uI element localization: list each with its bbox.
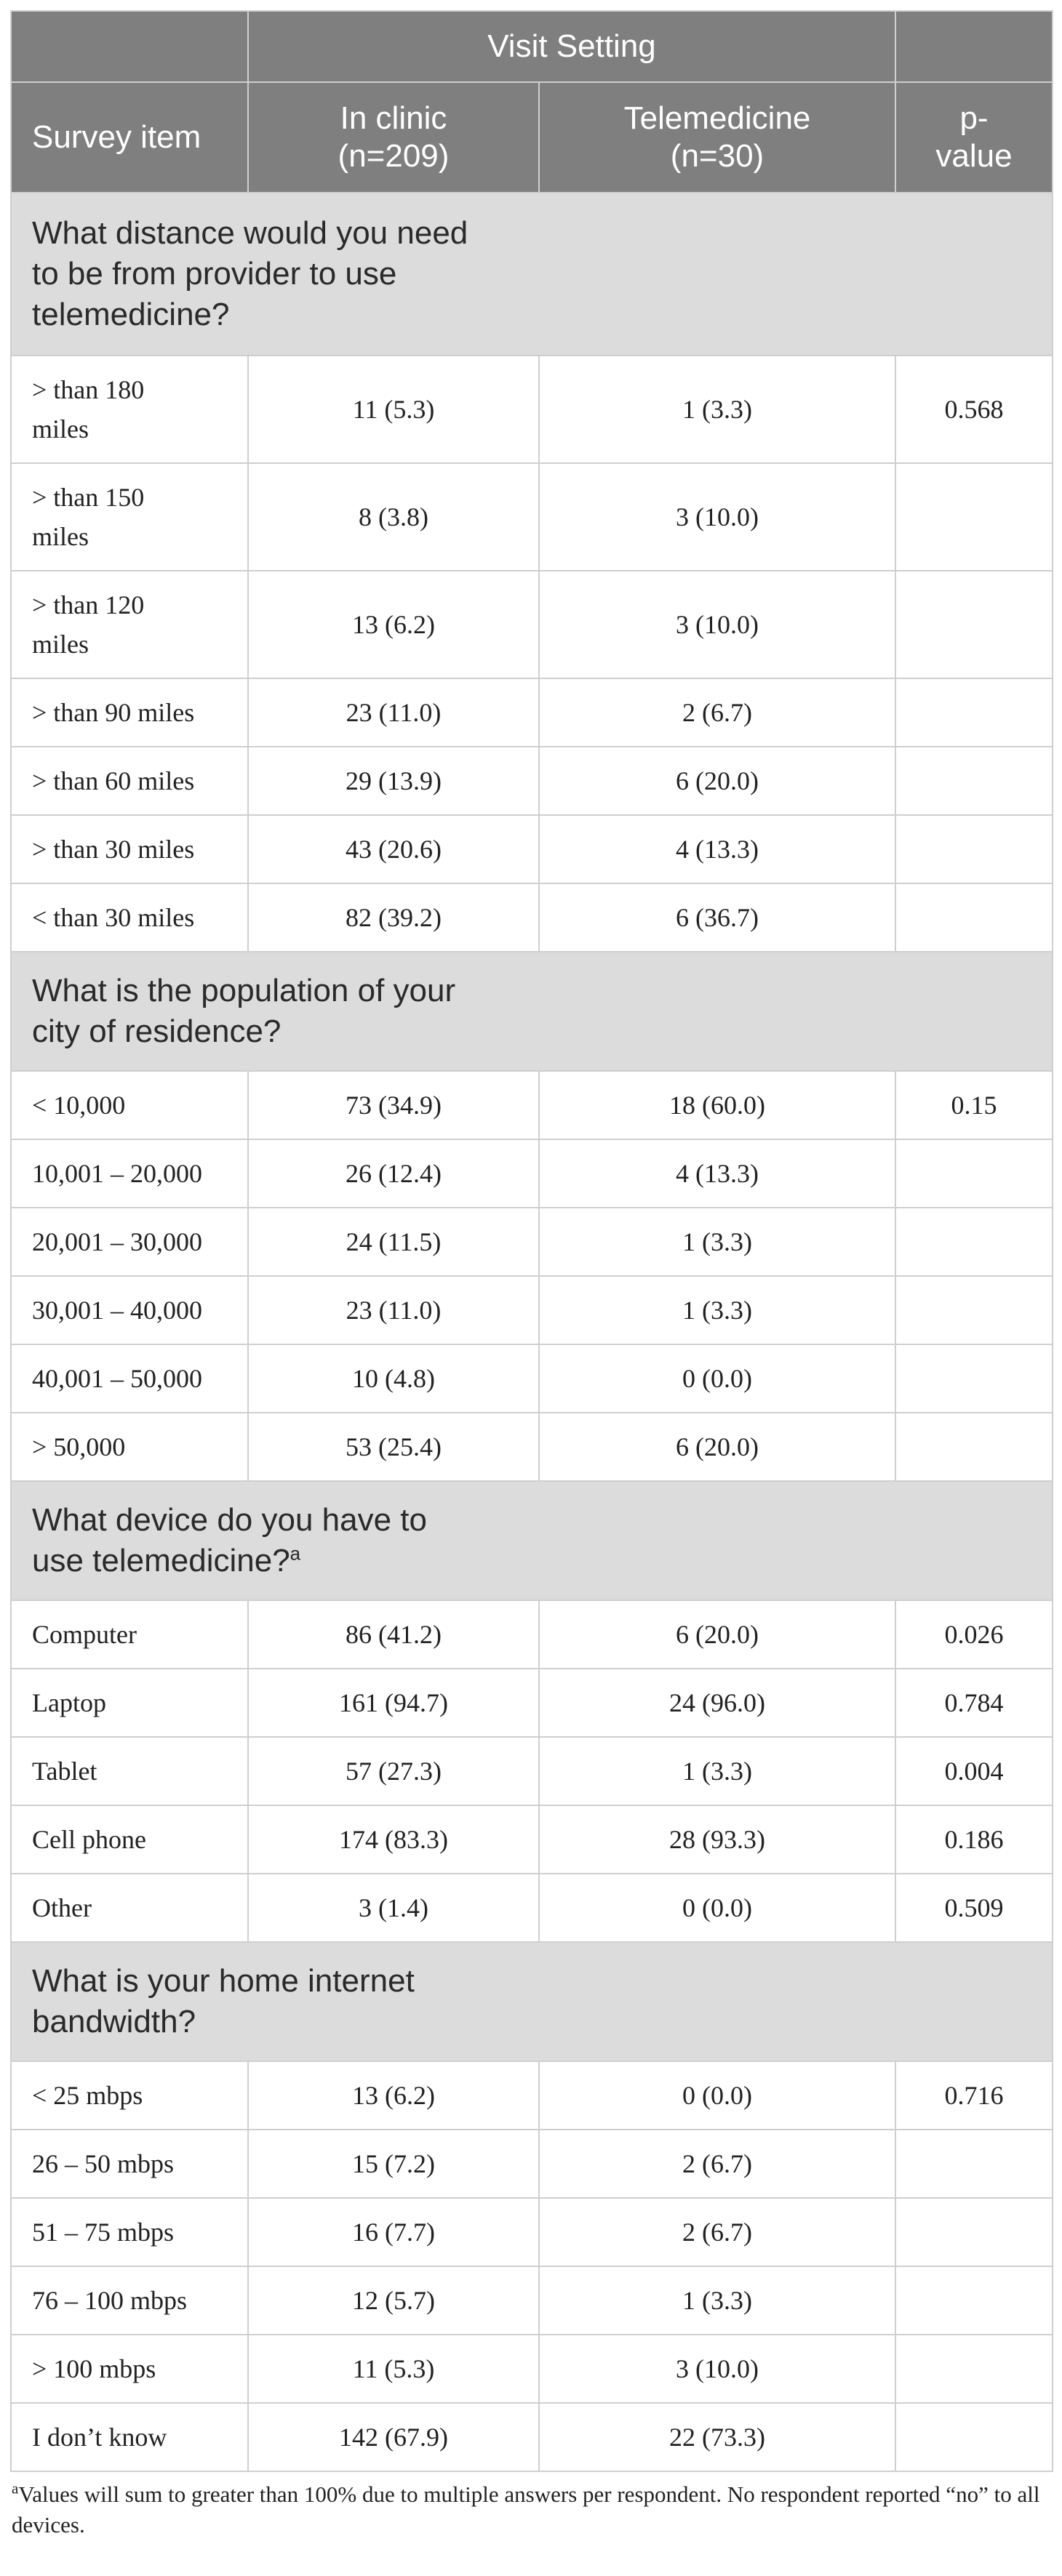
item-cell: 26 – 50 mbps — [11, 2130, 248, 2198]
question-label: What is your home internet bandwidth? — [32, 1963, 415, 2039]
p-value-cell — [895, 2403, 1053, 2471]
table-row — [11, 1669, 1053, 1737]
in-clinic-cell: 24 (11.5) — [248, 1208, 539, 1276]
table-row — [11, 356, 1053, 463]
in-clinic-cell: 29 (13.9) — [248, 747, 539, 815]
telemedicine-cell: 22 (73.3) — [539, 2403, 895, 2471]
in-clinic-cell: 142 (67.9) — [248, 2403, 539, 2471]
table-row — [11, 883, 1053, 952]
footnote — [10, 2479, 1052, 2540]
question-label: What is the population of your city of residence? — [32, 973, 456, 1049]
table-row — [11, 747, 1053, 815]
p-value-cell — [895, 747, 1053, 815]
table-row — [11, 678, 1053, 747]
in-clinic-cell: 23 (11.0) — [248, 1276, 539, 1344]
header-visit-setting: Visit Setting — [248, 11, 895, 82]
telemedicine-cell: 2 (6.7) — [539, 2198, 895, 2266]
p-value-cell — [895, 1208, 1053, 1276]
table-row — [11, 2266, 1053, 2335]
item-cell: 51 – 75 mbps — [11, 2198, 248, 2266]
item-cell: < 10,000 — [11, 1071, 248, 1139]
telemedicine-cell: 4 (13.3) — [539, 1139, 895, 1208]
in-clinic-cell: 26 (12.4) — [248, 1139, 539, 1208]
table-row — [11, 1600, 1053, 1669]
table-body — [11, 193, 1053, 2471]
section-question — [11, 952, 1053, 1071]
footnote-marker: a — [290, 1542, 301, 1565]
in-clinic-cell: 8 (3.8) — [248, 463, 539, 571]
p-value-cell: 0.509 — [895, 1874, 1053, 1942]
table-row — [11, 1344, 1053, 1413]
table-row — [11, 2335, 1053, 2403]
header-row-columns — [11, 82, 1053, 193]
section-row — [11, 193, 1053, 356]
item-cell: < 25 mbps — [11, 2061, 248, 2130]
item-cell: > than 180 miles — [11, 356, 248, 463]
footnote-marker: a — [12, 2479, 19, 2497]
p-value-cell: 0.026 — [895, 1600, 1053, 1669]
section-question — [11, 193, 1053, 356]
section-question-text — [32, 1500, 483, 1581]
p-value-cell — [895, 678, 1053, 747]
table-row — [11, 463, 1053, 571]
section-question-text — [32, 971, 483, 1052]
p-value-cell: 0.15 — [895, 1071, 1053, 1139]
header-blank-right — [895, 11, 1053, 82]
table-row — [11, 571, 1053, 678]
telemedicine-cell: 1 (3.3) — [539, 1737, 895, 1805]
header-row-group — [11, 11, 1053, 82]
p-value-cell — [895, 2130, 1053, 2198]
telemedicine-cell: 6 (20.0) — [539, 1600, 895, 1669]
p-value-cell — [895, 2266, 1053, 2335]
in-clinic-cell: 57 (27.3) — [248, 1737, 539, 1805]
item-cell: 20,001 – 30,000 — [11, 1208, 248, 1276]
section-question-text — [32, 213, 483, 335]
in-clinic-cell: 86 (41.2) — [248, 1600, 539, 1669]
in-clinic-cell: 82 (39.2) — [248, 883, 539, 952]
question-label: What device do you have to use telemedicine? — [32, 1502, 427, 1578]
table-row — [11, 1139, 1053, 1208]
p-value-cell — [895, 571, 1053, 678]
in-clinic-cell: 13 (6.2) — [248, 571, 539, 678]
in-clinic-cell: 53 (25.4) — [248, 1413, 539, 1481]
in-clinic-cell: 16 (7.7) — [248, 2198, 539, 2266]
table-row — [11, 2130, 1053, 2198]
item-cell: > than 90 miles — [11, 678, 248, 747]
item-cell: Laptop — [11, 1669, 248, 1737]
telemedicine-cell: 3 (10.0) — [539, 463, 895, 571]
telemedicine-cell: 0 (0.0) — [539, 1344, 895, 1413]
survey-table — [10, 10, 1053, 2472]
section-row — [11, 1481, 1053, 1600]
table-row — [11, 815, 1053, 883]
item-cell: < than 30 miles — [11, 883, 248, 952]
telemedicine-cell: 6 (20.0) — [539, 1413, 895, 1481]
telemedicine-cell: 2 (6.7) — [539, 678, 895, 747]
item-cell: 40,001 – 50,000 — [11, 1344, 248, 1413]
table-container — [10, 10, 1052, 2540]
p-value-cell — [895, 2335, 1053, 2403]
telemedicine-cell: 0 (0.0) — [539, 1874, 895, 1942]
telemedicine-cell: 18 (60.0) — [539, 1071, 895, 1139]
in-clinic-cell: 15 (7.2) — [248, 2130, 539, 2198]
table-row — [11, 1805, 1053, 1874]
table-row — [11, 1737, 1053, 1805]
in-clinic-cell: 161 (94.7) — [248, 1669, 539, 1737]
p-value-cell: 0.004 — [895, 1737, 1053, 1805]
telemedicine-cell: 2 (6.7) — [539, 2130, 895, 2198]
in-clinic-cell: 43 (20.6) — [248, 815, 539, 883]
in-clinic-cell: 12 (5.7) — [248, 2266, 539, 2335]
telemedicine-cell: 0 (0.0) — [539, 2061, 895, 2130]
telemedicine-cell: 1 (3.3) — [539, 356, 895, 463]
in-clinic-cell: 174 (83.3) — [248, 1805, 539, 1874]
telemedicine-cell: 1 (3.3) — [539, 2266, 895, 2335]
table-row — [11, 1208, 1053, 1276]
item-cell: I don’t know — [11, 2403, 248, 2471]
header-blank-left — [11, 11, 248, 82]
telemedicine-cell: 6 (20.0) — [539, 747, 895, 815]
table-row — [11, 1413, 1053, 1481]
p-value-cell — [895, 2198, 1053, 2266]
item-cell: Cell phone — [11, 1805, 248, 1874]
table-row — [11, 2198, 1053, 2266]
header-p-value: p- value — [895, 82, 1053, 193]
table-row — [11, 1071, 1053, 1139]
p-value-cell — [895, 463, 1053, 571]
p-value-cell — [895, 1139, 1053, 1208]
telemedicine-cell: 24 (96.0) — [539, 1669, 895, 1737]
item-cell: > 100 mbps — [11, 2335, 248, 2403]
p-value-cell — [895, 883, 1053, 952]
in-clinic-cell: 23 (11.0) — [248, 678, 539, 747]
p-value-cell: 0.716 — [895, 2061, 1053, 2130]
item-cell: > than 60 miles — [11, 747, 248, 815]
p-value-cell: 0.568 — [895, 356, 1053, 463]
item-cell: 76 – 100 mbps — [11, 2266, 248, 2335]
table-row — [11, 2403, 1053, 2471]
item-cell: > than 120 miles — [11, 571, 248, 678]
question-label: What distance would you need to be from provider to use telemedicine? — [32, 215, 468, 332]
telemedicine-cell: 28 (93.3) — [539, 1805, 895, 1874]
header-in-clinic: In clinic (n=209) — [248, 82, 539, 193]
header-survey-item: Survey item — [11, 82, 248, 193]
p-value-cell — [895, 1276, 1053, 1344]
section-question-text — [32, 1961, 483, 2042]
section-row — [11, 952, 1053, 1071]
telemedicine-cell: 6 (36.7) — [539, 883, 895, 952]
telemedicine-cell: 1 (3.3) — [539, 1276, 895, 1344]
p-value-cell — [895, 1413, 1053, 1481]
p-value-cell: 0.186 — [895, 1805, 1053, 1874]
item-cell: Other — [11, 1874, 248, 1942]
item-cell: Tablet — [11, 1737, 248, 1805]
in-clinic-cell: 13 (6.2) — [248, 2061, 539, 2130]
telemedicine-cell: 3 (10.0) — [539, 571, 895, 678]
p-value-cell — [895, 1344, 1053, 1413]
item-cell: > than 30 miles — [11, 815, 248, 883]
footnote-text: Values will sum to greater than 100% due to multiple answers per respondent. No respondent reported “no” to all devices. — [12, 2481, 1040, 2537]
telemedicine-cell: 1 (3.3) — [539, 1208, 895, 1276]
in-clinic-cell: 3 (1.4) — [248, 1874, 539, 1942]
header-telemedicine: Telemedicine (n=30) — [539, 82, 895, 193]
item-cell: 10,001 – 20,000 — [11, 1139, 248, 1208]
item-cell: Computer — [11, 1600, 248, 1669]
in-clinic-cell: 11 (5.3) — [248, 356, 539, 463]
in-clinic-cell: 73 (34.9) — [248, 1071, 539, 1139]
section-row — [11, 1942, 1053, 2061]
in-clinic-cell: 11 (5.3) — [248, 2335, 539, 2403]
telemedicine-cell: 3 (10.0) — [539, 2335, 895, 2403]
table-row — [11, 1874, 1053, 1942]
item-cell: > 50,000 — [11, 1413, 248, 1481]
item-cell: > than 150 miles — [11, 463, 248, 571]
section-question — [11, 1481, 1053, 1600]
in-clinic-cell: 10 (4.8) — [248, 1344, 539, 1413]
telemedicine-cell: 4 (13.3) — [539, 815, 895, 883]
p-value-cell: 0.784 — [895, 1669, 1053, 1737]
section-question — [11, 1942, 1053, 2061]
p-value-cell — [895, 815, 1053, 883]
item-cell: 30,001 – 40,000 — [11, 1276, 248, 1344]
table-row — [11, 1276, 1053, 1344]
table-row — [11, 2061, 1053, 2130]
